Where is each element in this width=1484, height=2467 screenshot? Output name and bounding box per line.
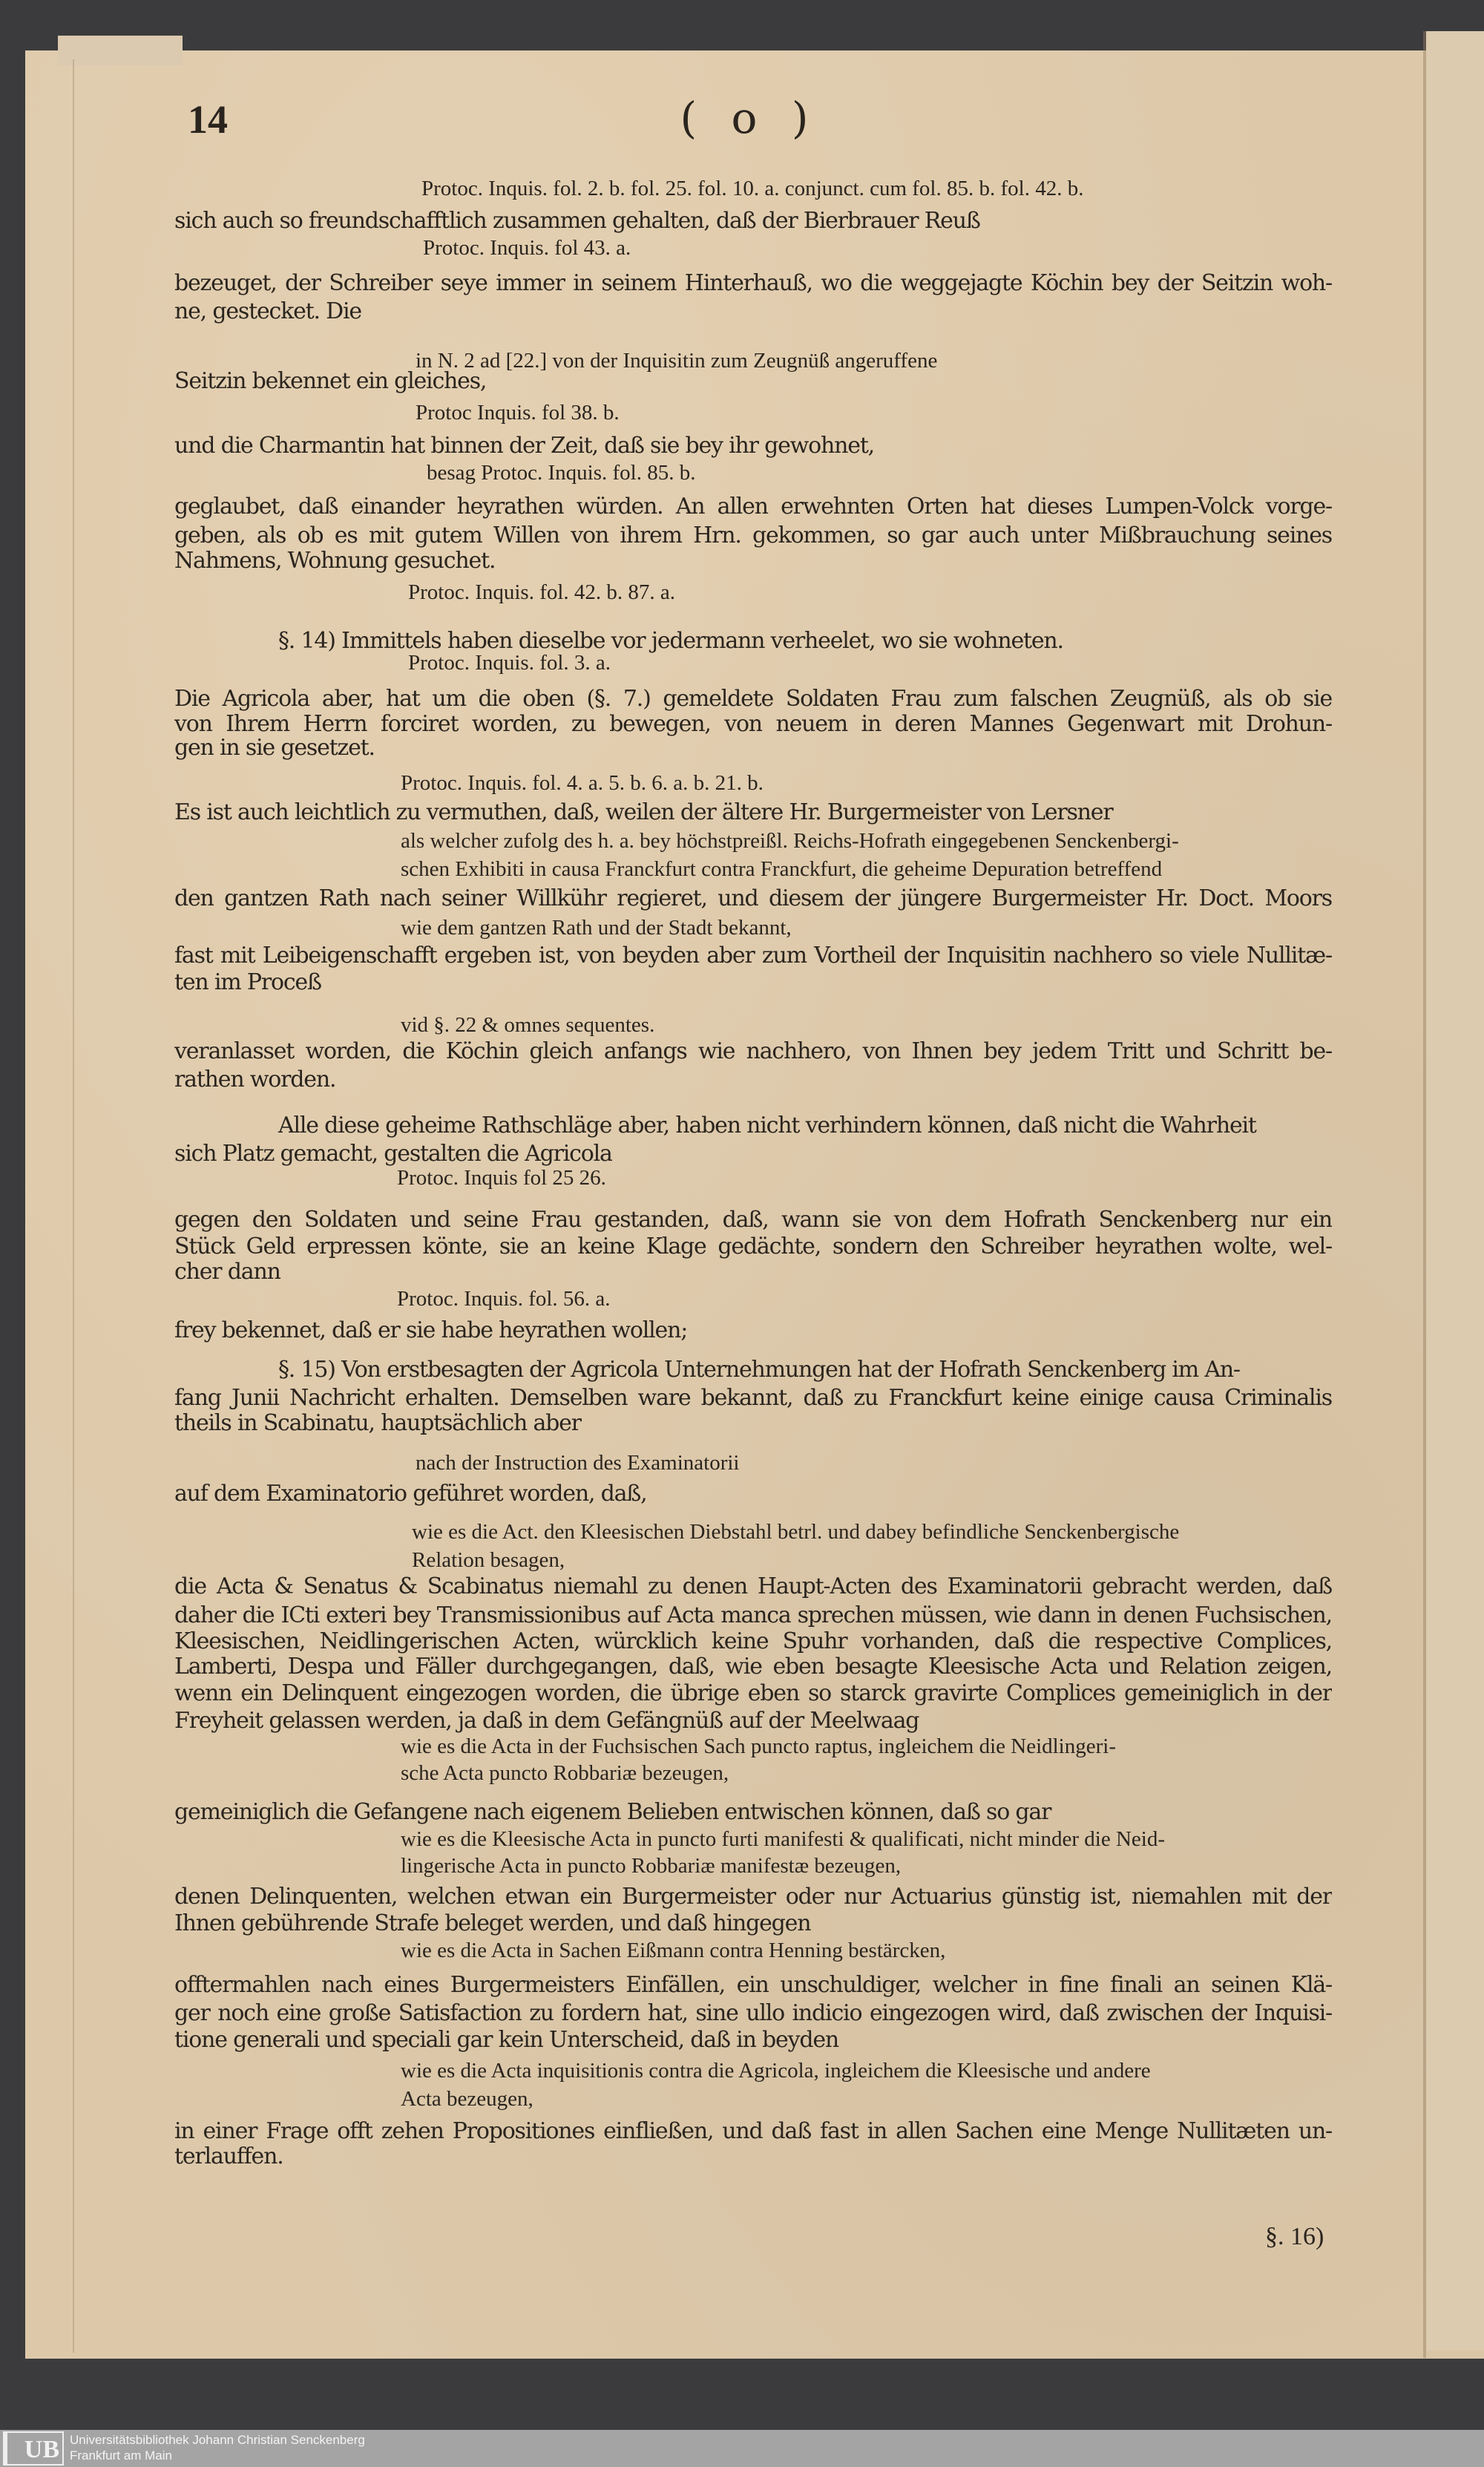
section-start-line: Alle diese geheime Rathschläge aber, haben nicht verhindern können, daß nicht die Wahrheit: [278, 1113, 1256, 1139]
text-line: Stück Geld erpressen könte, sie an keine Klage gedächte, sondern den Schreiber heyrathen wolte, wel-: [174, 1234, 1332, 1259]
text-line: Lamberti, Despa und Fäller durchgegangen, daß, wie eben besagte Kleesische Acta und Relation zeigen,: [174, 1654, 1332, 1680]
text-line: Seitzin bekennet ein gleiches,: [174, 368, 487, 394]
library-footer: [0, 2430, 1484, 2467]
marginal-reference-line: Protoc. Inquis. fol. 42. b. 87. a.: [408, 580, 676, 604]
text-line: Nahmens, Wohnung gesuchet.: [174, 548, 496, 574]
text-line: in einer Frage offt zehen Propositiones einfließen, und daß fast in allen Sachen eine Menge Nullitæten un-: [174, 2118, 1332, 2144]
text-line: denen Delinquenten, welchen etwan ein Burgermeister oder nur Actuarius günstig ist, niemahlen mit der: [174, 1884, 1332, 1910]
text-line: Es ist auch leichtlich zu vermuthen, daß, weilen der ältere Hr. Burgermeister von Lersner: [174, 799, 1113, 825]
marginal-reference-line: wie es die Acta in Sachen Eißmann contra Henning bestärcken,: [401, 1939, 946, 1962]
marginal-reference-line: nach der Instruction des Examinatorii: [416, 1451, 740, 1475]
text-line: offtermahlen nach eines Burgermeisters Einfällen, ein unschuldiger, welcher in fine finali an seinen Klä-: [174, 1972, 1332, 1998]
marginal-reference-line: besag Protoc. Inquis. fol. 85. b.: [427, 461, 696, 485]
section-start-line: §. 14) Immittels haben dieselbe vor jedermann verheelet, wo sie wohneten.: [278, 628, 1063, 654]
text-line: den gantzen Rath nach seiner Willkühr regieret, und diesem der jüngere Burgermeister Hr. Doct. Moors: [174, 885, 1332, 911]
ub-logo: UB: [3, 2431, 64, 2466]
text-line: bezeuget, der Schreiber seye immer in seinem Hinterhauß, wo die weggejagte Köchin bey der Seitzin woh-: [174, 270, 1332, 296]
text-line: Kleesischen, Neidlingerischen Acten, würcklich keine Spuhr vorhanden, daß die respective Complices,: [174, 1628, 1332, 1654]
next-page-edge: [1426, 31, 1484, 2350]
marginal-reference-line: wie es die Acta in der Fuchsischen Sach puncto raptus, ingleichem die Neidlingeri-: [401, 1734, 1116, 1758]
text-line: sich Platz gemacht, gestalten die Agricola: [174, 1141, 612, 1167]
marginal-reference-line: wie es die Act. den Kleesischen Diebstahl betrl. und dabey befindliche Senckenbergische: [412, 1520, 1180, 1544]
marginal-reference-line: Protoc Inquis. fol 38. b.: [416, 401, 620, 425]
marginal-reference-line: in N. 2 ad [22.] von der Inquisitin zum Zeugnüß angeruffene: [416, 349, 938, 373]
text-line: frey bekennet, daß er sie habe heyrathen wollen;: [174, 1317, 688, 1343]
text-line: gemeiniglich die Gefangene nach eigenem Belieben entwischen können, daß so gar: [174, 1799, 1051, 1825]
text-line: Die Agricola aber, hat um die oben (§. 7.) gemeldete Soldaten Frau zum falschen Zeugnüß, als ob sie: [174, 686, 1332, 712]
text-line: ten im Proceß: [174, 969, 321, 995]
marginal-reference-line: als welcher zufolg des h. a. bey höchstpreißl. Reichs-Hofrath eingegebenen Senckenbergi-: [401, 829, 1179, 853]
header-ornament: ( o ): [680, 93, 819, 143]
marginal-reference-line: schen Exhibiti in causa Franckfurt contra Franckfurt, die geheime Depuration betreffend: [401, 857, 1163, 881]
marginal-reference-line: vid §. 22 & omnes sequentes.: [401, 1013, 655, 1037]
text-line: von Ihrem Herrn forciret worden, zu bewegen, von neuem in deren Mannes Gegenwart mit Drohun-: [174, 711, 1332, 737]
text-line: geglaubet, daß einander heyrathen würden. An allen erwehnten Orten hat dieses Lumpen-Volck vorge-: [174, 494, 1332, 520]
text-line: theils in Scabinatu, hauptsächlich aber: [174, 1410, 581, 1436]
text-line: Freyheit gelassen werden, ja daß in dem Gefängnüß auf der Meelwaag: [174, 1708, 919, 1734]
text-line: daher die ICti exteri bey Transmissionibus auf Acta manca sprechen müssen, wie dann in denen Fuchsischen,: [174, 1602, 1332, 1628]
text-line: geben, als ob es mit gutem Willen von ihrem Hrn. gekommen, so gar auch unter Mißbrauchung seines: [174, 522, 1332, 548]
marginal-reference-line: wie es die Acta inquisitionis contra die Agricola, ingleichem die Kleesische und andere: [401, 2059, 1151, 2083]
marginal-reference-line: Protoc. Inquis. fol 43. a.: [423, 236, 631, 260]
institution-city: Frankfurt am Main: [70, 2448, 172, 2463]
text-line: fast mit Leibeigenschafft ergeben ist, von beyden aber zum Vortheil der Inquisitin nachhero so viele Nullitæ-: [174, 943, 1332, 969]
marginal-reference-line: lingerische Acta in puncto Robbariæ manifestæ bezeugen,: [401, 1854, 902, 1878]
marginal-reference-line: wie es die Kleesische Acta in puncto furti manifesti & qualificati, nicht minder die Neid-: [401, 1827, 1165, 1851]
text-line: sich auch so freundschafftlich zusammen gehalten, daß der Bierbrauer Reuß: [174, 208, 980, 234]
text-line: veranlasset worden, die Köchin gleich anfangs wie nachhero, von Ihnen bey jedem Tritt und Schritt be-: [174, 1038, 1332, 1064]
text-line: auf dem Examinatorio geführet worden, daß,: [174, 1481, 647, 1507]
marginal-reference-line: Protoc. Inquis fol 25 26.: [397, 1166, 606, 1190]
text-line: ger noch eine große Satisfaction zu fordern hat, sine ullo indicio eingezogen wird, daß zwischen der Inquisi-: [174, 2000, 1332, 2026]
page-number: 14: [188, 97, 228, 142]
marginal-reference-line: Relation besagen,: [412, 1548, 565, 1572]
text-line: und die Charmantin hat binnen der Zeit, daß sie bey ihr gewohnet,: [174, 433, 875, 459]
text-line: die Acta & Senatus & Scabinatus niemahl zu denen Haupt-Acten des Examinatorii gebracht werden, daß: [174, 1573, 1332, 1599]
text-line: gegen den Soldaten und seine Frau gestanden, daß, wann sie von dem Hofrath Senckenberg nur ein: [174, 1207, 1332, 1233]
marginal-reference-line: wie dem gantzen Rath und der Stadt bekannt,: [401, 916, 792, 940]
text-line: fang Junii Nachricht erhalten. Demselben ware bekannt, daß zu Franckfurt keine einige causa Criminalis: [174, 1385, 1332, 1411]
margin-crease: [73, 59, 74, 2353]
marginal-reference-line: Protoc. Inquis. fol. 4. a. 5. b. 6. a. b. 21. b.: [401, 771, 764, 795]
marginal-reference-line: Protoc. Inquis. fol. 56. a.: [397, 1287, 611, 1311]
page-fold: [1423, 31, 1426, 2358]
text-line: terlauffen.: [174, 2143, 283, 2169]
text-line: tione generali und speciali gar kein Unterscheid, daß in beyden: [174, 2027, 839, 2053]
text-line: ne, gestecket. Die: [174, 298, 361, 324]
text-line: wenn ein Delinquent eingezogen worden, die übrige eben so starck gravirte Complices gemeiniglich in der: [174, 1680, 1332, 1706]
page-corner-fold: [58, 36, 183, 65]
institution-name: Universitätsbibliothek Johann Christian Senckenberg: [70, 2433, 365, 2447]
text-line: rathen worden.: [174, 1067, 336, 1092]
text-line: Ihnen gebührende Strafe beleget werden, und daß hingegen: [174, 1910, 811, 1936]
text-line: cher dann: [174, 1259, 280, 1285]
text-line: gen in sie gesetzet.: [174, 735, 375, 761]
marginal-reference-line: Protoc. Inquis. fol. 2. b. fol. 25. fol. 10. a. conjunct. cum fol. 85. b. fol. 42. b.: [421, 177, 1084, 200]
catchword: §. 16): [1265, 2223, 1324, 2250]
marginal-reference-line: sche Acta puncto Robbariæ bezeugen,: [401, 1761, 729, 1785]
marginal-reference-line: Acta bezeugen,: [401, 2087, 533, 2111]
marginal-reference-line: Protoc. Inquis. fol. 3. a.: [408, 651, 611, 675]
section-start-line: §. 15) Von erstbesagten der Agricola Unternehmungen hat der Hofrath Senckenberg im An-: [278, 1357, 1240, 1383]
